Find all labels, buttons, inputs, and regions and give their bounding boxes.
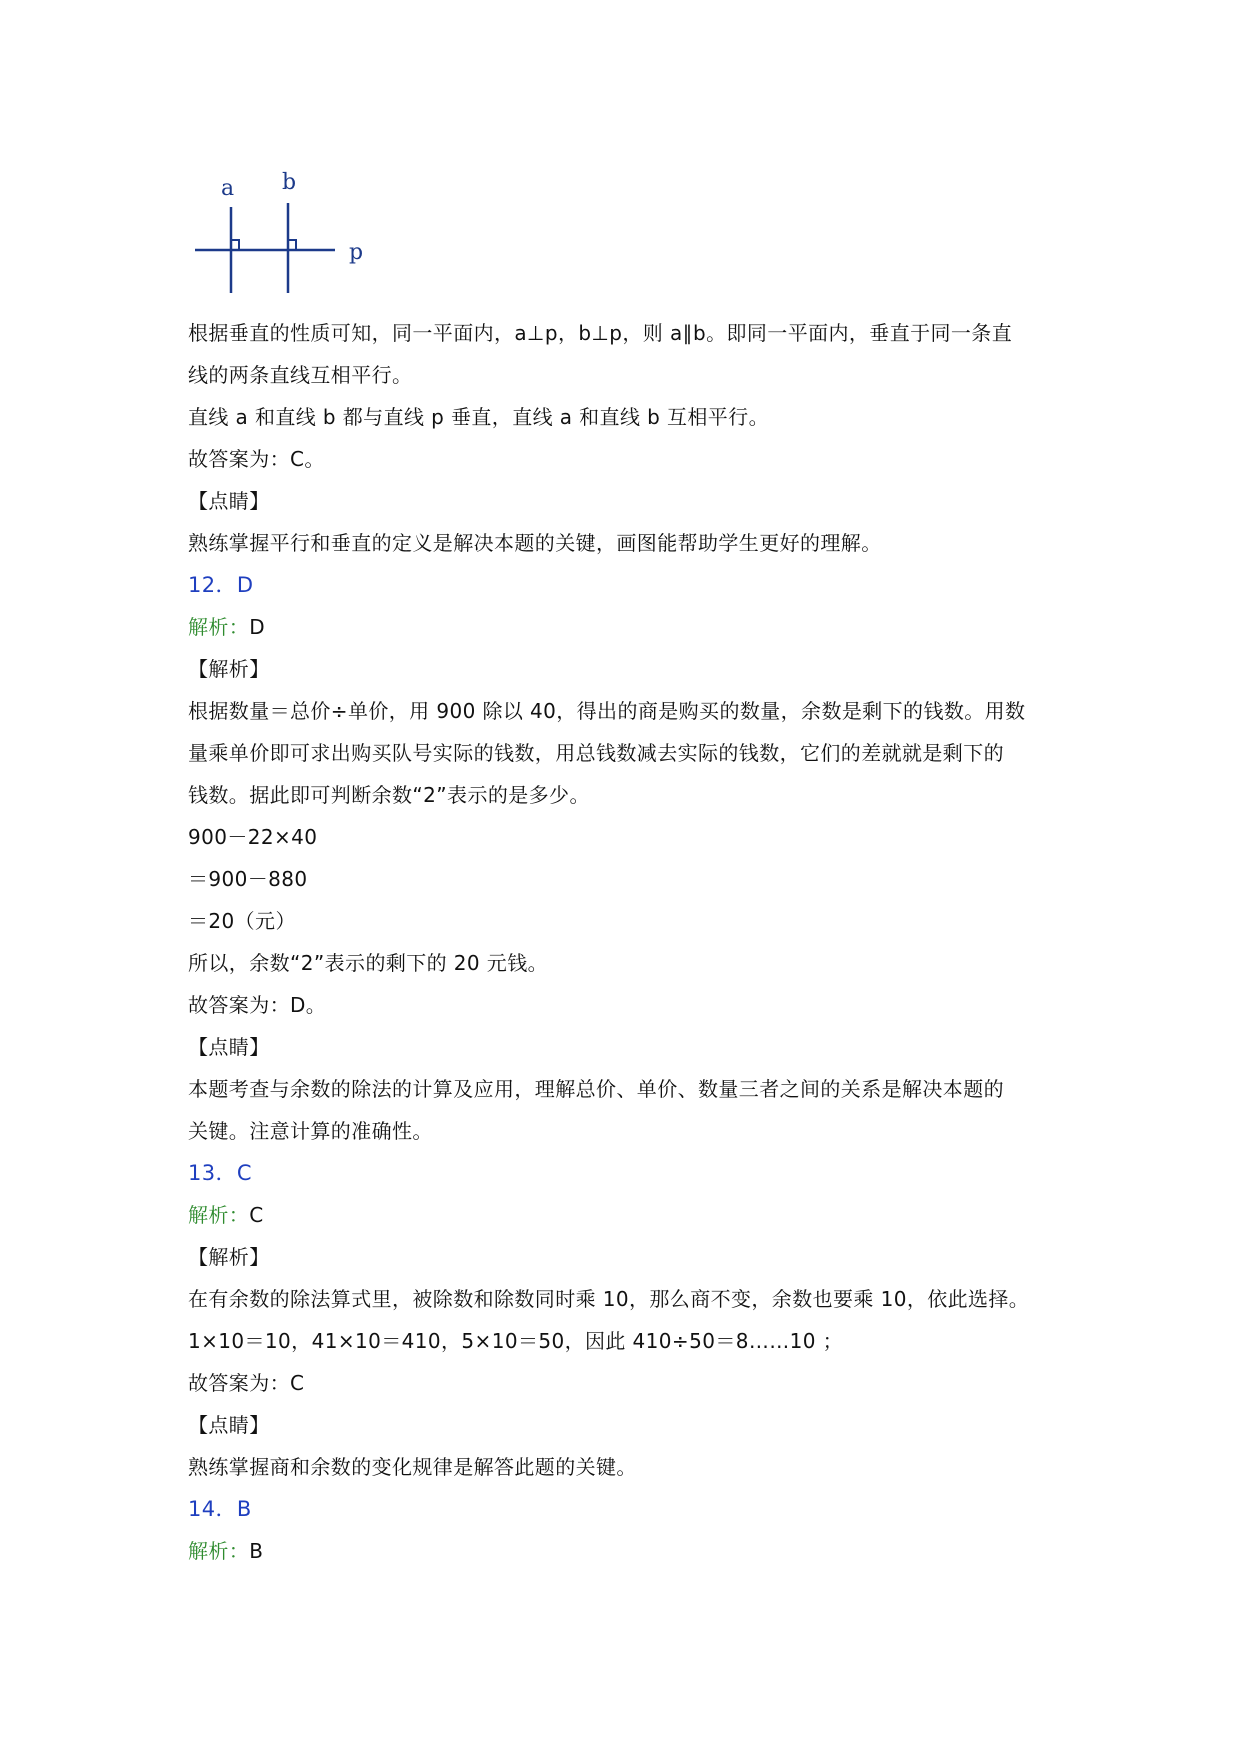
q13-jiexi-heading: 【解析】 — [188, 1245, 270, 1269]
q14-number: 14．B — [188, 1497, 252, 1521]
jiexi-label: 解析： — [188, 1539, 250, 1563]
q12-jiexi-heading: 【解析】 — [188, 657, 270, 681]
jiexi-value: B — [249, 1539, 264, 1563]
q12-number: 12．D — [188, 573, 254, 597]
q11-dianjing-text: 熟练掌握平行和垂直的定义是解决本题的关键，画图能帮助学生更好的理解。 — [188, 531, 882, 555]
q12-explanation-line-4: 所以，余数“2”表示的剩下的 20 元钱。 — [188, 951, 549, 975]
jiexi-value: C — [249, 1203, 264, 1227]
q13-answer: 故答案为：C — [188, 1371, 305, 1395]
q13-number: 13．C — [188, 1161, 252, 1185]
perpendicular-lines-diagram — [185, 165, 385, 305]
q11-answer: 故答案为：C。 — [188, 447, 325, 471]
jiexi-value: D — [249, 615, 266, 639]
q12-explanation-line-2: 量乘单价即可求出购买队号实际的钱数，用总钱数减去实际的钱数，它们的差就就是剩下的 — [188, 741, 1004, 765]
q12-calc-2: ＝900－880 — [188, 867, 308, 891]
label-p: p — [349, 240, 364, 265]
perpendicular-lines-figure — [185, 165, 385, 305]
q13-explanation-line-2: 1×10＝10，41×10＝410，5×10＝50，因此 410÷50＝8……10 ； — [188, 1329, 844, 1353]
q14-jiexi — [188, 1537, 263, 1565]
q13-dianjing-text: 熟练掌握商和余数的变化规律是解答此题的关键。 — [188, 1455, 637, 1479]
q11-explanation-line-2: 线的两条直线互相平行。 — [188, 363, 413, 387]
q11-explanation-line-1: 根据垂直的性质可知，同一平面内，a⊥p，b⊥p，则 a∥b。即同一平面内，垂直于同一条直 — [188, 321, 1013, 345]
q13-explanation-line-1: 在有余数的除法算式里，被除数和除数同时乘 10，那么商不变，余数也要乘 10，依此选择。 — [188, 1287, 1030, 1311]
q12-calc-3: ＝20（元） — [188, 909, 296, 933]
q12-explanation-line-3: 钱数。据此即可判断余数“2”表示的是多少。 — [188, 783, 590, 807]
q12-calc-1: 900－22×40 — [188, 825, 318, 849]
label-a: a — [221, 176, 235, 201]
q11-explanation-line-3: 直线 a 和直线 b 都与直线 p 垂直，直线 a 和直线 b 互相平行。 — [188, 405, 769, 429]
q12-dianjing-heading: 【点睛】 — [188, 1035, 270, 1059]
q12-explanation-line-1: 根据数量＝总价÷单价，用 900 除以 40，得出的商是购买的数量，余数是剩下的钱数。用数 — [188, 699, 1026, 723]
label-b: b — [282, 170, 297, 195]
q13-dianjing-heading: 【点睛】 — [188, 1413, 270, 1437]
q12-dianjing-text-1: 本题考查与余数的除法的计算及应用，理解总价、单价、数量三者之间的关系是解决本题的 — [188, 1077, 1004, 1101]
jiexi-label: 解析： — [188, 1203, 250, 1227]
jiexi-label: 解析： — [188, 615, 250, 639]
q12-answer: 故答案为：D。 — [188, 993, 327, 1017]
q12-jiexi — [188, 613, 265, 641]
q13-jiexi — [188, 1201, 264, 1229]
q11-dianjing-heading: 【点睛】 — [188, 489, 270, 513]
q12-dianjing-text-2: 关键。注意计算的准确性。 — [188, 1119, 433, 1143]
